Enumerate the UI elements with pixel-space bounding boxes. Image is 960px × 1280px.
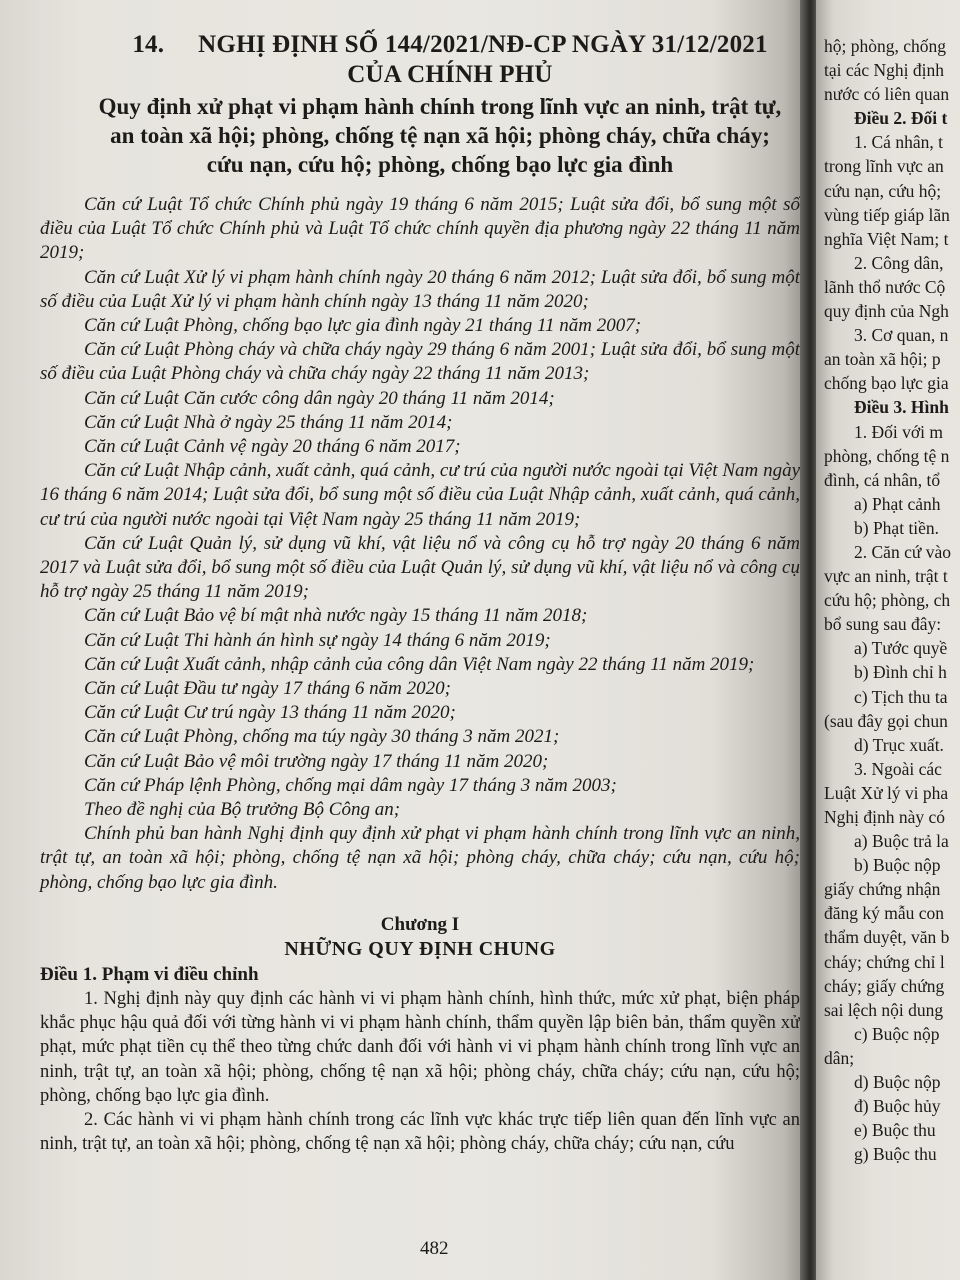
right-page-line: tại các Nghị định xyxy=(824,60,945,81)
preamble-paragraph: Theo đề nghị của Bộ trưởng Bộ Công an; xyxy=(84,799,401,821)
right-page-line: đình, cá nhân, tổ xyxy=(824,469,941,490)
right-page-line: Luật Xử lý vi pha xyxy=(824,782,949,803)
right-page-line: dân; xyxy=(824,1047,855,1068)
right-page-line: đ) Buộc hủy xyxy=(854,1096,941,1117)
preamble-paragraph: Căn cứ Luật Tổ chức Chính phủ ngày 19 tháng 6 năm 2015; Luật sửa đổi, bổ sung một số điều của Luật Tổ chức Chính phủ và Luật Tổ chức chính quyền địa phương ngày 22 tháng 11 năm 2019; xyxy=(40,194,800,264)
preamble xyxy=(40,193,800,895)
right-page-line: 1. Đối với m xyxy=(854,421,943,442)
right-page-line: sai lệch nội dung xyxy=(824,999,944,1020)
right-page-line: lãnh thổ nước Cộ xyxy=(824,276,946,297)
right-page-line: quy định của Ngh xyxy=(824,301,949,322)
right-page-line: thẩm duyệt, văn b xyxy=(824,927,950,948)
right-page xyxy=(816,0,960,1280)
right-page-line: phòng, chống tệ n xyxy=(824,445,950,466)
right-page-line: cứu nạn, cứu hộ; xyxy=(824,180,942,201)
right-page-line: b) Phạt tiền. xyxy=(854,517,940,538)
subtitle-line: cứu nạn, cứu hộ; phòng, chống bạo lực gia đình xyxy=(206,152,674,177)
right-page-line: 3. Cơ quan, n xyxy=(854,325,949,346)
right-page-line: cháy; chứng chỉ l xyxy=(824,951,945,972)
subtitle-line: Quy định xử phạt vi phạm hành chính trong lĩnh vực an ninh, trật tự, xyxy=(98,94,782,119)
subtitle-line: an toàn xã hội; phòng, chống tệ nạn xã hội; phòng cháy, chữa cháy; xyxy=(110,123,770,148)
right-page-line: g) Buộc thu xyxy=(854,1144,937,1165)
decree-title-line1: NGHỊ ĐỊNH SỐ 144/2021/NĐ-CP NGÀY 31/12/2021 xyxy=(198,31,768,58)
right-page-line: Điều 2. Đối t xyxy=(854,108,948,129)
preamble-paragraph: Căn cứ Luật Bảo vệ môi trường ngày 17 tháng 11 năm 2020; xyxy=(84,750,549,772)
preamble-paragraph: Căn cứ Luật Thi hành án hình sự ngày 14 tháng 6 năm 2019; xyxy=(84,629,551,651)
decree-title-line2: CỦA CHÍNH PHỦ xyxy=(347,61,553,88)
right-page-line: nghĩa Việt Nam; t xyxy=(824,228,949,249)
left-page-content xyxy=(40,30,800,1156)
decree-title xyxy=(100,30,800,60)
right-page-line: cứu hộ; phòng, ch xyxy=(824,590,951,611)
chapter-name: NHỮNG QUY ĐỊNH CHUNG xyxy=(284,937,556,960)
preamble-paragraph: Căn cứ Luật Nhập cảnh, xuất cảnh, quá cảnh, cư trú của người nước ngoài tại Việt Nam ngày 16 tháng 6 năm 2014; Luật sửa đổi, bổ sung một số điều của Luật Nhập cảnh, xuất cảnh, quá cảnh, cư trú của người nước ngoài tại Việt Nam ngày 25 tháng 11 năm 2019; xyxy=(40,460,800,530)
right-page-line: 2. Công dân, xyxy=(854,252,944,273)
right-page-line: an toàn xã hội; p xyxy=(824,349,941,370)
preamble-paragraph: Căn cứ Luật Nhà ở ngày 25 tháng 11 năm 2014; xyxy=(84,411,453,433)
preamble-paragraph: Căn cứ Luật Cư trú ngày 13 tháng 11 năm 2020; xyxy=(84,702,456,724)
preamble-paragraph: Căn cứ Luật Căn cước công dân ngày 20 tháng 11 năm 2014; xyxy=(84,387,555,409)
right-page-line: e) Buộc thu xyxy=(854,1120,936,1141)
right-page-line: đăng ký mẫu con xyxy=(824,903,945,924)
preamble-paragraph: Căn cứ Luật Xuất cảnh, nhập cảnh của công dân Việt Nam ngày 22 tháng 11 năm 2019; xyxy=(84,653,755,675)
right-page-line: Điều 3. Hình xyxy=(854,397,949,418)
right-page-line: 2. Căn cứ vào xyxy=(854,541,951,562)
right-page-line: giấy chứng nhận xyxy=(824,879,941,900)
preamble-paragraph: Căn cứ Luật Xử lý vi phạm hành chính ngày 20 tháng 6 năm 2012; Luật sửa đổi, bổ sung một số điều của Luật Xử lý vi phạm hành chính ngày 13 tháng 11 năm 2020; xyxy=(40,266,800,312)
preamble-paragraph: Căn cứ Luật Phòng cháy và chữa cháy ngày 29 tháng 6 năm 2001; Luật sửa đổi, bổ sung một số điều của Luật Phòng cháy và chữa cháy ngày 22 tháng 11 năm 2013; xyxy=(40,339,800,385)
right-page-line: d) Buộc nộp xyxy=(854,1072,941,1093)
right-page-line: trong lĩnh vực an xyxy=(824,156,944,177)
right-page-line: (sau đây gọi chun xyxy=(824,710,948,731)
right-page-line: vùng tiếp giáp lãn xyxy=(824,204,950,225)
article-1-paragraph: 2. Các hành vi vi phạm hành chính trong các lĩnh vực khác trực tiếp liên quan đến lĩnh vực an ninh, trật tự, an toàn xã hội; phòng, chống tệ nạn xã hội; phòng cháy, chữa cháy; cứu nạn, cứu xyxy=(40,1109,800,1155)
preamble-paragraph: Căn cứ Pháp lệnh Phòng, chống mại dâm ngày 17 tháng 3 năm 2003; xyxy=(84,774,617,796)
decree-subtitle xyxy=(80,92,800,179)
preamble-paragraph: Chính phủ ban hành Nghị định quy định xử phạt vi phạm hành chính trong lĩnh vực an ninh, trật tự, an toàn xã hội; phòng, chống tệ nạn xã hội; phòng cháy, chữa cháy; cứu nạn, cứu hộ; phòng, chống bạo lực gia đình. xyxy=(40,823,800,893)
article-1-paragraph: 1. Nghị định này quy định các hành vi vi phạm hành chính, hình thức, mức xử phạt, biện pháp khắc phục hậu quả đối với từng hành vi vi phạm hành chính, thẩm quyền lập biên bản, thẩm quyền xử phạt, mức phạt tiền cụ thể theo từng chức danh đối với hành vi vi phạm hành chính trong lĩnh vực an ninh, trật tự, an toàn xã hội; phòng, chống tệ nạn xã hội; phòng cháy, chữa cháy; cứu nạn, cứu hộ; phòng, chống bạo lực gia đình. xyxy=(40,988,800,1106)
right-page-line: vực an ninh, trật t xyxy=(824,566,948,587)
right-page-line: c) Buộc nộp xyxy=(854,1023,940,1044)
right-page-line: 1. Cá nhân, t xyxy=(854,132,943,153)
chapter-label: Chương I xyxy=(380,913,460,935)
page-number: 482 xyxy=(420,1238,449,1259)
preamble-paragraph: Căn cứ Luật Bảo vệ bí mật nhà nước ngày 15 tháng 11 năm 2018; xyxy=(84,605,588,627)
article-1-heading: Điều 1. Phạm vi điều chỉnh xyxy=(40,963,259,985)
decree-number: 14. xyxy=(132,31,165,58)
preamble-paragraph: Căn cứ Luật Phòng, chống bạo lực gia đình ngày 21 tháng 11 năm 2007; xyxy=(84,315,642,337)
right-page-line: bổ sung sau đây: xyxy=(824,614,942,635)
right-page-line: 3. Ngoài các xyxy=(854,758,942,779)
right-page-content xyxy=(824,34,960,1166)
right-page-line: a) Tước quyề xyxy=(854,638,948,659)
right-page-line: a) Buộc trả la xyxy=(854,831,949,852)
preamble-paragraph: Căn cứ Luật Phòng, chống ma túy ngày 30 tháng 3 năm 2021; xyxy=(84,726,560,748)
preamble-paragraph: Căn cứ Luật Cảnh vệ ngày 20 tháng 6 năm 2017; xyxy=(84,436,461,458)
right-page-line: nước có liên quan xyxy=(824,84,950,105)
right-page-line: a) Phạt cảnh xyxy=(854,493,941,514)
right-page-line: chống bạo lực gia xyxy=(824,373,949,394)
right-page-line: b) Buộc nộp xyxy=(854,855,941,876)
right-page-line: Nghị định này có xyxy=(824,807,946,827)
preamble-paragraph: Căn cứ Luật Quản lý, sử dụng vũ khí, vật liệu nổ và công cụ hỗ trợ ngày 20 tháng 6 năm 2017 và Luật sửa đổi, bổ sung một số điều của Luật Quản lý, sử dụng vũ khí, vật liệu nổ và công cụ hỗ trợ ngày 25 tháng 11 năm 2019; xyxy=(40,532,800,603)
right-page-line: cháy; giấy chứng xyxy=(824,975,945,996)
preamble-paragraph: Căn cứ Luật Đầu tư ngày 17 tháng 6 năm 2020; xyxy=(84,678,451,700)
right-page-line: d) Trục xuất. xyxy=(854,734,944,755)
right-page-line: hộ; phòng, chống xyxy=(824,36,947,56)
right-page-line: b) Đình chỉ h xyxy=(854,662,947,683)
right-page-line: c) Tịch thu ta xyxy=(854,686,948,707)
